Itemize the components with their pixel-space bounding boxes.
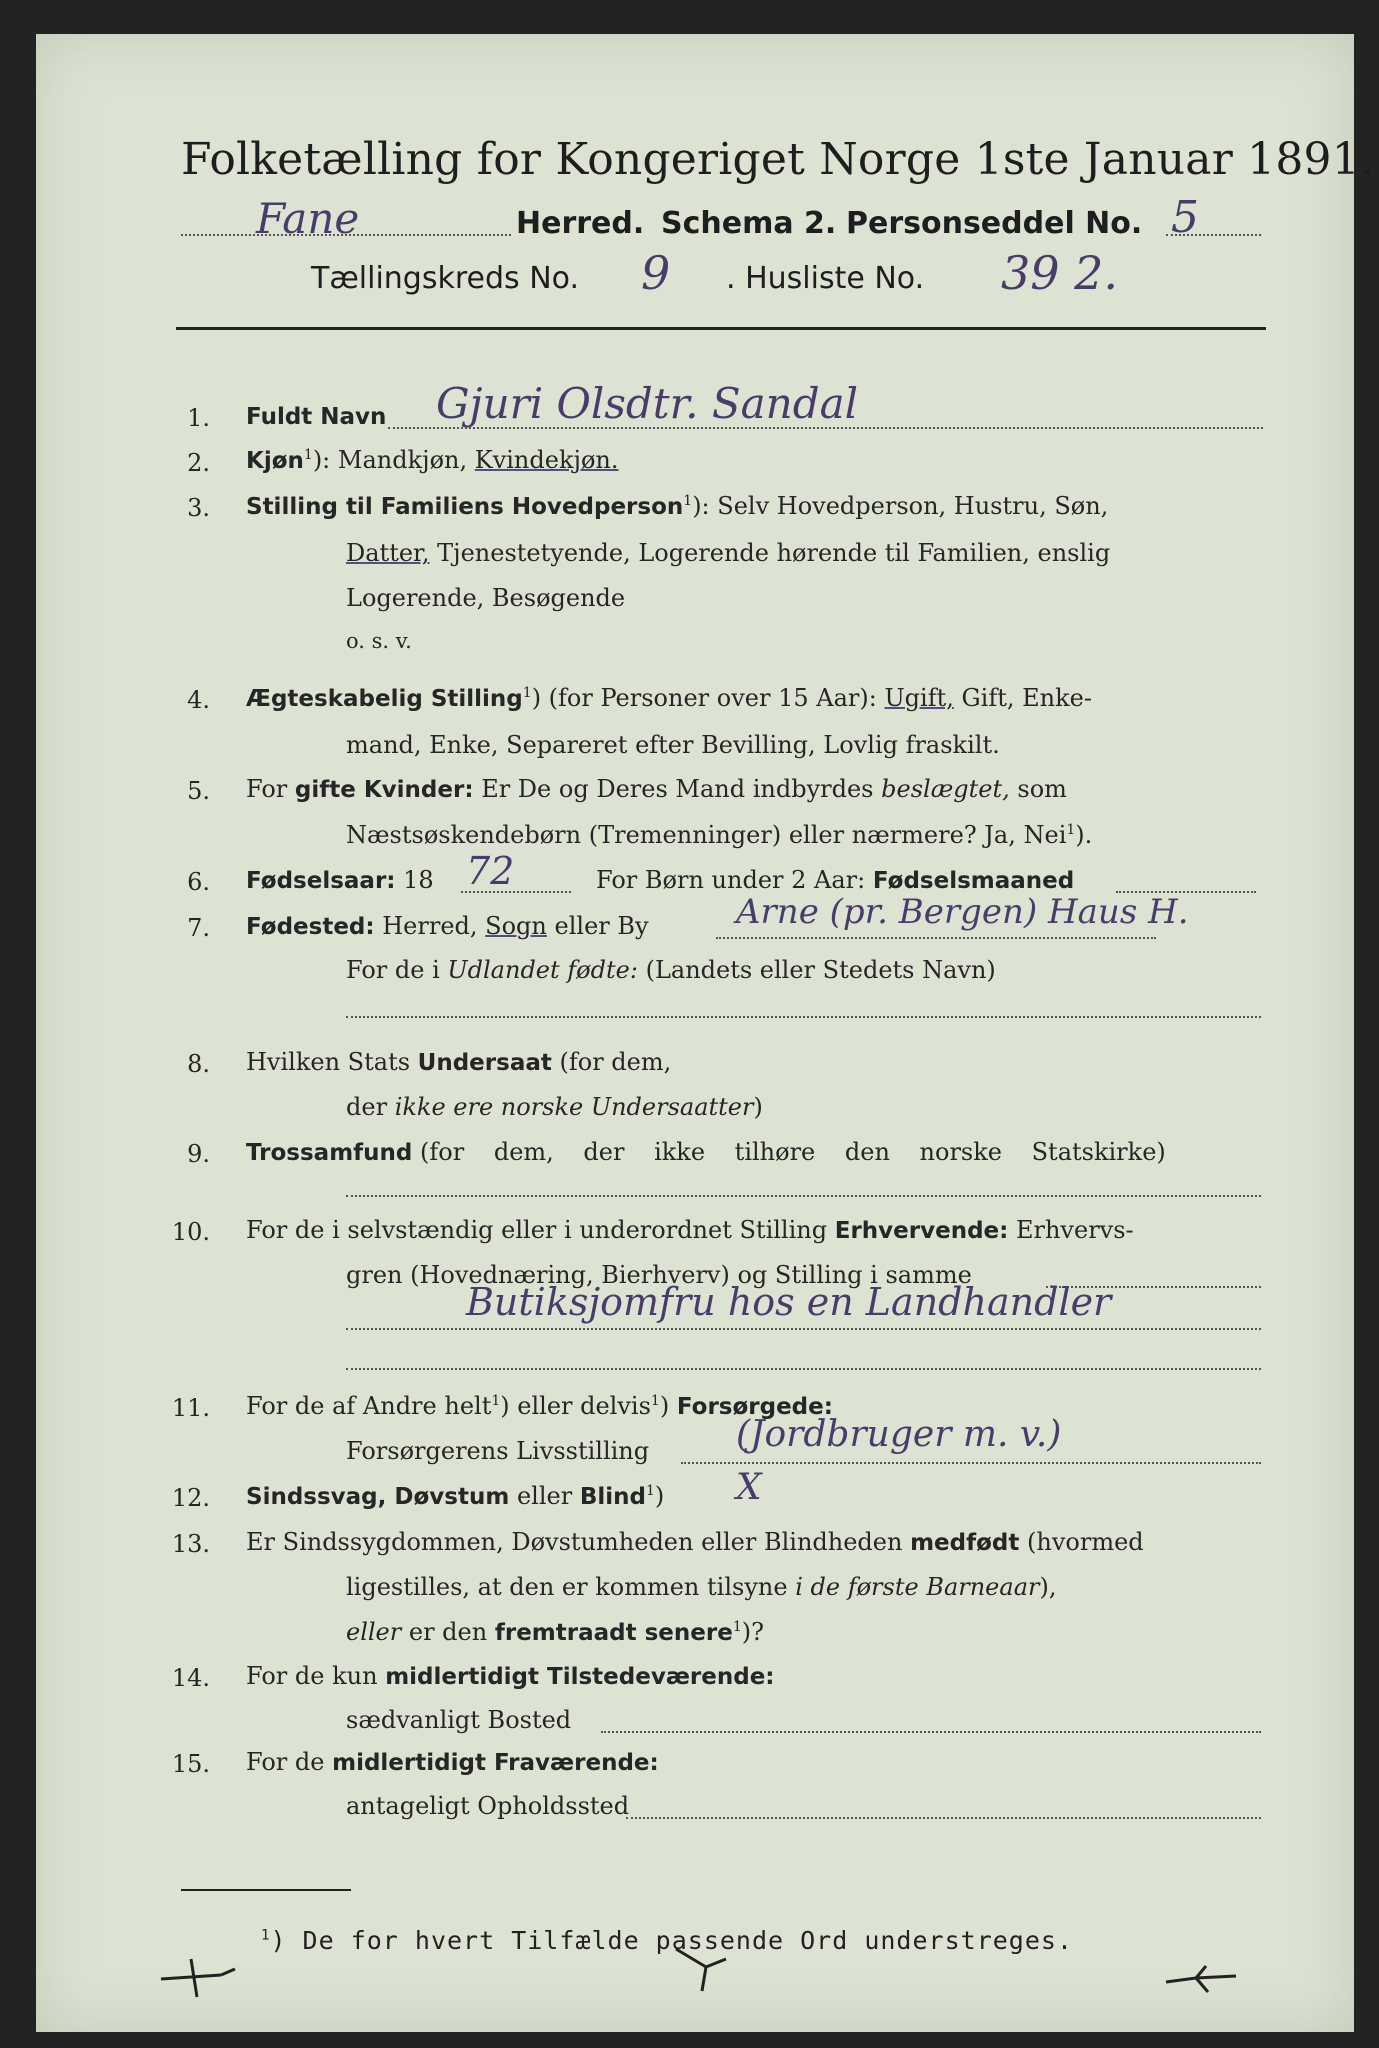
field-10-dotline2 (346, 1328, 1261, 1330)
field-4-row: Ægteskabelig Stilling$^1$) (for Personer over 15 Aar): Ugift, Gift, Enke- (246, 684, 1092, 712)
form-title: Folketælling for Kongeriget Norge 1ste Januar 1891. (181, 134, 1375, 185)
field-3-line2: Datter, Tjenestetyende, Logerende hørende til Familien, enslig (346, 539, 1111, 567)
field-1-label: Fuldt Navn (246, 404, 387, 430)
field-10-row: For de i selvstændig eller i underordnet Stilling Erhvervende: Erhvervs- (246, 1216, 1134, 1244)
field-9-row: Trossamfund (for dem, der ikke tilhøre den norske Statskirke) (246, 1138, 1166, 1166)
field-number: 7. (187, 914, 210, 942)
registration-mark-icon (1156, 1954, 1246, 2004)
field-5-line2: Næstsøskendebørn (Tremenninger) eller nærmere? Ja, Nei$^1$). (346, 821, 1093, 849)
field-6-row-b: For Børn under 2 Aar: Fødselsmaaned (596, 866, 1075, 894)
field-14-row: For de kun midlertidigt Tilstedeværende: (246, 1662, 775, 1690)
field-3-row: Stilling til Familiens Hovedperson$^1$): Selv Hovedperson, Hustru, Søn, (246, 492, 1109, 520)
field-number: 3. (187, 494, 210, 522)
field-10-line2: gren (Hovednæring, Bierhverv) og Stilling i samme (346, 1261, 972, 1289)
field-10-dotline3 (346, 1368, 1261, 1370)
field-7-row: Fødested: Herred, Sogn eller By (246, 912, 649, 940)
field-15-line2: antageligt Opholdssted (346, 1792, 630, 1820)
field-6-value: 72 (466, 849, 515, 893)
field-6-row: Fødselsaar: 18 (246, 866, 434, 894)
field-7-dotline2 (346, 1016, 1261, 1018)
field-number: 11. (171, 1394, 210, 1422)
field-14-dotline (601, 1731, 1261, 1733)
footnote: $^1$) De for hvert Tilfælde passende Ord understreges. (261, 1926, 1074, 1955)
field-11-row: For de af Andre helt$^1$) eller delvis$^1$) Forsørgede: (246, 1392, 833, 1420)
field-5-row: For gifte Kvinder: Er De og Deres Mand indbyrdes beslægtet, som (246, 775, 1067, 803)
field-number: 6. (187, 868, 210, 896)
personseddel-label: Personseddel No. (846, 206, 1143, 241)
field-14-line2: sædvanligt Bosted (346, 1706, 572, 1734)
field-2-row: Kjøn$^1$): Mandkjøn, Kvindekjøn. (246, 446, 619, 474)
field-number: 10. (171, 1218, 210, 1246)
herred-label: Herred. (516, 206, 645, 241)
field-number: 9. (187, 1140, 210, 1168)
field-3-line3: Logerende, Besøgende (346, 584, 626, 612)
field-12-value: X (736, 1467, 762, 1508)
field-11-line2: Forsørgerens Livsstilling (346, 1437, 650, 1465)
field-3-line4: o. s. v. (346, 629, 412, 653)
footnote-rule (181, 1889, 351, 1891)
field-15-dotline (626, 1817, 1261, 1819)
header-rule (176, 327, 1266, 330)
field-number: 8. (187, 1050, 210, 1078)
field-number: 4. (187, 686, 210, 714)
field-1-value: Gjuri Olsdtr. Sandal (436, 379, 859, 428)
field-7-line2: For de i Udlandet fødte: (Landets eller Stedets Navn) (346, 956, 996, 984)
registration-mark-icon (151, 1949, 241, 2009)
personseddel-value: 5 (1171, 192, 1199, 243)
husliste-value: 39 2. (1001, 246, 1119, 300)
field-number: 14. (171, 1664, 210, 1692)
field-8-line2: der ikke ere norske Undersaatter) (346, 1093, 763, 1121)
field-8-row: Hvilken Stats Undersaat (for dem, (246, 1048, 672, 1076)
field-7-dotline (716, 937, 1156, 939)
registration-mark-icon (666, 1929, 736, 1999)
field-12-row: Sindssvag, Døvstum eller Blind$^1$) (246, 1482, 665, 1510)
field-4-line2: mand, Enke, Separeret efter Bevilling, Lovlig fraskilt. (346, 731, 1000, 759)
field-number: 12. (171, 1484, 210, 1512)
field-15-row: For de midlertidigt Fraværende: (246, 1748, 659, 1776)
field-10-value: Butiksjomfru hos en Landhandler (466, 1280, 1112, 1324)
field-13-line2: ligestilles, at den er kommen tilsyne i de første Barneaar), (346, 1573, 1057, 1601)
field-7-value: Arne (pr. Bergen) Haus H. (736, 892, 1189, 932)
husliste-label: . Husliste No. (726, 261, 925, 296)
field-number: 5. (187, 777, 210, 805)
field-13-row: Er Sindssygdommen, Døvstumheden eller Blindheden medfødt (hvormed (246, 1528, 1144, 1556)
field-13-line3: eller er den fremtraadt senere$^1$)? (346, 1618, 764, 1646)
field-number: 15. (171, 1750, 210, 1778)
kreds-value: 9 (641, 246, 671, 300)
field-number: 13. (171, 1530, 210, 1558)
kreds-label: Tællingskreds No. (311, 261, 579, 296)
field-number: 2. (187, 449, 210, 477)
herred-value: Fane (256, 194, 360, 243)
schema-label: Schema 2. (661, 206, 837, 241)
field-9-dotline (346, 1195, 1261, 1197)
field-11-dotline (681, 1462, 1261, 1464)
field-number: 1. (187, 404, 210, 432)
field-11-value: (Jordbruger m. v.) (736, 1414, 1062, 1455)
census-form-page (36, 34, 1375, 2032)
